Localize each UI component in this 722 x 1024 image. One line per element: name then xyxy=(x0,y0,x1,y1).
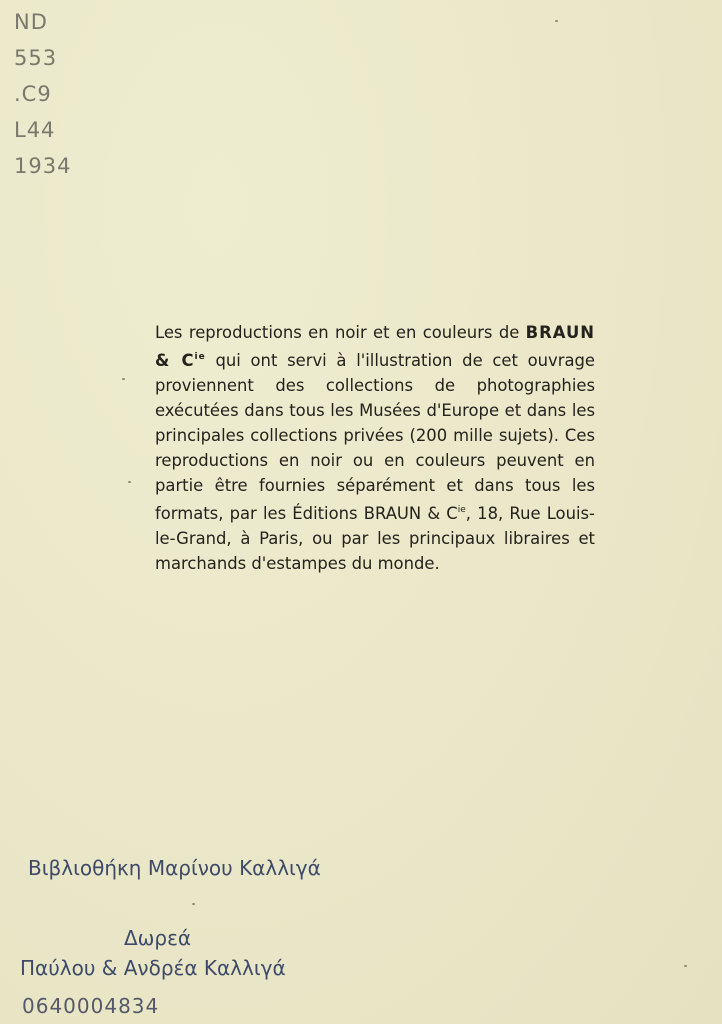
accession-number: 0640004834 xyxy=(22,994,160,1018)
braun-brand: BRAUN & $C^{ie}$ xyxy=(155,323,595,370)
donation-stamp: Δωρεά xyxy=(124,926,192,950)
call-number-line: 553 xyxy=(14,46,58,70)
paper-speck xyxy=(192,903,195,905)
call-number-line: .C9 xyxy=(14,82,52,106)
call-number-line: L44 xyxy=(14,118,56,142)
paper-speck xyxy=(684,965,687,967)
colophon-intro: Les reproductions en noir et en couleurs de xyxy=(155,323,520,342)
paper-speck xyxy=(555,20,558,22)
library-stamp: Βιβλιοθήκη Μαρίνου Καλλιγά xyxy=(28,856,321,880)
braun-brand-2: BRAUN & $C^{ie}$ xyxy=(363,504,466,523)
paper-speck xyxy=(128,481,131,483)
call-number-line: 1934 xyxy=(14,154,72,178)
colophon-paragraph xyxy=(155,320,595,576)
call-number-line: ND xyxy=(14,10,48,34)
colophon-body: qui ont servi à l'illustration de cet ouvrage proviennent des collections de photographies exécutées dans tous les Musées d'Europe et dans les principales collections privées (200 mille sujets). Ces reproductions en noir ou en couleurs peuvent en partie être fournies séparément et dans tous les formats, par les Éditions xyxy=(155,351,596,523)
paper-speck xyxy=(122,378,125,380)
call-number xyxy=(14,4,71,184)
donors-stamp: Παύλου & Ανδρέα Καλλιγά xyxy=(20,956,286,980)
colophon-closing: , 18, Rue Louis-le-Grand, à Paris, ou par les principaux libraires et marchands d'estampes du monde. xyxy=(155,504,595,573)
